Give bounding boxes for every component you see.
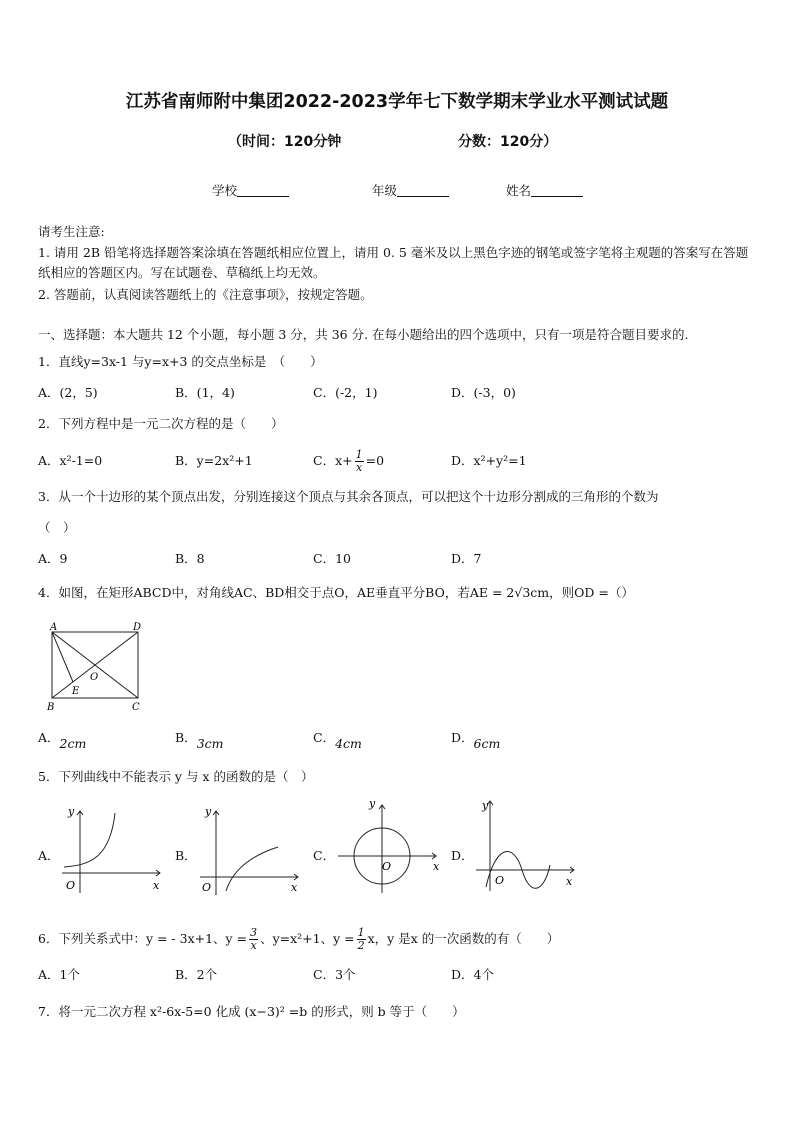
- question-2-stem: 2．下列方程中是一元二次方程的是（ ）: [38, 416, 284, 431]
- q5-graph-d: [474, 795, 584, 895]
- q6-option-c[interactable]: C．3个: [313, 967, 356, 982]
- q5b-y-label: y: [205, 805, 212, 818]
- label-a: A: [50, 622, 58, 633]
- q5-graph-c: [336, 795, 446, 895]
- label-e: E: [72, 686, 80, 697]
- q5d-x-label: x: [566, 875, 573, 888]
- q5a-origin-label: O: [66, 879, 76, 892]
- q6-f2-numerator: 1: [357, 926, 365, 939]
- question-3-stem: 3．从一个十边形的某个顶点出发，分别连接这个顶点与其余各顶点，可以把这个十边形分割成的三角形的个数为: [38, 489, 659, 504]
- school-field[interactable]: [212, 181, 289, 199]
- question-5-stem: 5．下列曲线中不能表示 y 与 x 的函数的是（ ）: [38, 769, 314, 784]
- q5c-y-label: y: [369, 797, 376, 810]
- rectangle-diagram: [40, 620, 150, 716]
- q4-c-prefix: C．: [313, 730, 336, 745]
- grade-label: 年级: [372, 183, 398, 198]
- q5-option-c[interactable]: C．: [313, 848, 336, 863]
- q4-d-value: 6cm: [473, 736, 501, 751]
- q6-stem-suffix: x，y 是x 的一次函数的有（ ）: [367, 931, 560, 946]
- q5a-y-label: y: [68, 805, 75, 818]
- q1-option-c[interactable]: C．(-2，1): [313, 385, 378, 400]
- q5a-x-label: x: [153, 879, 160, 892]
- page-title: 江苏省南师附中集团2022-2023学年七下数学期末学业水平测试试题: [125, 92, 669, 112]
- q5-graph-a: [60, 803, 170, 895]
- q2-c-prefix: C．x+: [313, 453, 353, 468]
- q4-b-value: 3cm: [196, 736, 224, 751]
- notice-item-2: 2. 答题前，认真阅读答题纸上的《注意事项》，按规定答题。: [38, 287, 373, 302]
- exam-score: 分数：120分）: [458, 134, 558, 150]
- label-d: D: [133, 622, 142, 633]
- q6-stem-prefix: 6．下列关系式中：y = - 3x+1、y =: [38, 931, 248, 946]
- section-heading: 一、选择题：本大题共 12 个小题，每小题 3 分，共 36 分. 在每小题给出的四个选项中，只有一项是符合题目要求的.: [38, 327, 689, 342]
- q4-b-prefix: B．: [175, 730, 197, 745]
- q6-fraction-2: [357, 927, 366, 952]
- q2-option-c[interactable]: [313, 441, 384, 481]
- q5-option-b[interactable]: B．: [175, 848, 197, 863]
- question-1-stem: 1．直线y=3x-1 与y=x+3 的交点坐标是 （ ）: [38, 354, 323, 369]
- q3-option-c[interactable]: C．10: [313, 551, 351, 566]
- q6-stem-middle: 、y=x²+1、y =: [260, 931, 355, 946]
- q2-c-fraction: [355, 449, 364, 474]
- q2-option-b[interactable]: B．y=2x²+1: [175, 453, 253, 468]
- q2-c-numerator: 1: [355, 448, 363, 461]
- school-label: 学校: [212, 183, 238, 198]
- q5-graph-b: [198, 803, 308, 895]
- name-field[interactable]: [506, 181, 583, 199]
- q1-option-b[interactable]: B．(1，4): [175, 385, 235, 400]
- q3-option-b[interactable]: B．8: [175, 551, 205, 566]
- q5b-origin-label: O: [202, 881, 212, 894]
- q6-f2-denominator: 2: [357, 939, 365, 952]
- q2-c-suffix: =0: [365, 453, 385, 468]
- q1-option-d[interactable]: D．(-3，0): [451, 385, 516, 400]
- q4-d-prefix: D．: [451, 730, 474, 745]
- q6-option-b[interactable]: B．2个: [175, 967, 218, 982]
- name-label: 姓名: [506, 183, 532, 198]
- label-b: B: [47, 702, 55, 713]
- notice-item-1: 1. 请用 2B 铅笔将选择题答案涂填在答题纸相应位置上，请用 0. 5 毫米及以上黑色字迹的钢笔或签字笔将主观题的答案写在答题纸相应的答题区内。写在试题卷、草稿纸上均无效。: [38, 245, 749, 280]
- q5d-y-label: y: [482, 799, 489, 812]
- notice-heading: 请考生注意:: [38, 224, 105, 239]
- question-7-stem: 7．将一元二次方程 x²-6x-5=0 化成 (x−3)² =b 的形式，则 b 等于（ ）: [38, 1004, 465, 1019]
- q4-option-c[interactable]: [313, 728, 362, 751]
- q5c-x-label: x: [433, 860, 440, 873]
- q5d-origin-label: O: [495, 874, 505, 887]
- q4-a-prefix: A．: [38, 730, 60, 745]
- q6-option-d[interactable]: D．4个: [451, 967, 494, 982]
- q4-option-d[interactable]: [451, 728, 501, 751]
- question-4-stem: 4．如图，在矩形ABCD中，对角线AC、BD相交于点O，AE垂直平分BO，若AE = 2√3cm，则OD =（）: [38, 585, 634, 600]
- q4-a-value: 2cm: [59, 736, 87, 751]
- grade-field[interactable]: [372, 181, 449, 199]
- q6-f1-denominator: x: [250, 939, 257, 952]
- exam-time: （时间：120分钟: [228, 134, 342, 150]
- q2-option-d[interactable]: D．x²+y²=1: [451, 453, 527, 468]
- q4-option-a[interactable]: [38, 728, 87, 751]
- q1-option-a[interactable]: A．(2，5): [38, 385, 98, 400]
- label-o: O: [90, 672, 99, 683]
- q5c-origin-label: O: [382, 860, 392, 873]
- q5b-x-label: x: [291, 881, 298, 894]
- q6-option-a[interactable]: A．1个: [38, 967, 80, 982]
- q5-option-d[interactable]: D．: [451, 848, 474, 863]
- q3-option-a[interactable]: A．9: [38, 551, 68, 566]
- question-6-stem: [38, 919, 559, 959]
- label-c: C: [132, 702, 140, 713]
- q6-fraction-1: [249, 927, 258, 952]
- grade-blank[interactable]: [397, 184, 449, 197]
- q3-option-d[interactable]: D．7: [451, 551, 482, 566]
- q6-f1-numerator: 3: [250, 926, 258, 939]
- q4-c-value: 4cm: [335, 736, 362, 751]
- q2-c-denominator: x: [355, 461, 363, 474]
- name-blank[interactable]: [531, 184, 583, 197]
- q4-option-b[interactable]: [175, 728, 224, 751]
- q5-option-a[interactable]: A．: [38, 848, 60, 863]
- question-3-paren: （ ）: [38, 520, 76, 535]
- q2-option-a[interactable]: A．x²-1=0: [38, 453, 103, 468]
- school-blank[interactable]: [237, 184, 289, 197]
